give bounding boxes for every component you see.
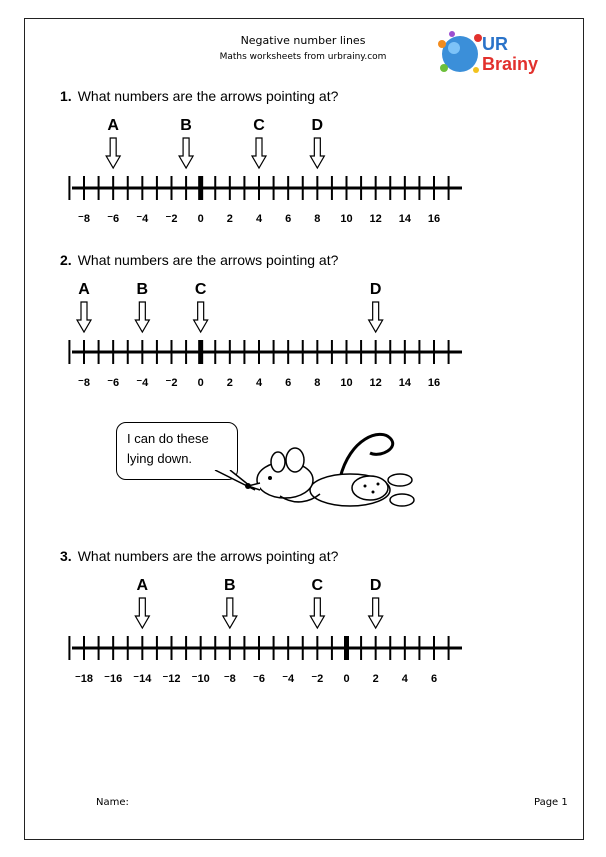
tick-label: 0 [197,213,204,225]
down-arrow-icon [310,138,324,168]
tick-label: ⁻6 [107,377,120,389]
question-text: What numbers are the arrows pointing at? [77,252,339,268]
tick-label: 0 [197,377,204,389]
tick-label: ⁻16 [104,673,123,685]
down-arrow-icon [179,138,193,168]
arrow-c [310,577,324,628]
arrow-label: C [194,281,207,298]
arrow-label: B [136,281,149,298]
number-line-3 [60,568,480,698]
down-arrow-icon [135,302,149,332]
tick-label: 14 [398,377,411,389]
tick-label: ⁻8 [78,213,90,225]
arrow-a [77,281,91,332]
question-text: What numbers are the arrows pointing at? [77,548,339,564]
tick-label: 14 [398,213,411,225]
tick-label: ⁻2 [165,377,178,389]
tick-label: ⁻4 [136,213,149,225]
tick-label: 4 [255,213,263,225]
tick-label: ⁻8 [78,377,90,389]
logo-text-top: UR [482,34,508,54]
down-arrow-icon [77,302,91,332]
arrow-c [252,117,266,168]
tick-label: ⁻2 [165,213,178,225]
logo-text-bottom: Brainy [482,54,539,74]
arrow-label: D [369,281,382,298]
arrow-c [194,281,208,332]
arrow-label: C [253,117,265,134]
tick-label: ⁻4 [282,673,295,685]
tick-label: ⁻12 [162,673,181,685]
question-number: 1. [60,88,72,104]
tick-label: ⁻4 [136,377,149,389]
arrow-label: A [78,281,90,298]
tick-label: 8 [314,213,321,225]
page-title: Negative number lines [240,34,366,47]
tick-label: 2 [226,377,233,389]
tick-label: 16 [427,377,441,389]
tick-label: ⁻10 [191,673,210,685]
tick-label: 2 [372,673,379,685]
question-number: 2. [60,252,72,268]
arrow-b [179,117,193,168]
arrow-a [106,117,120,168]
tick-label: ⁻6 [253,673,265,685]
urbrainy-logo [430,24,550,82]
arrow-b [223,577,237,628]
number-line-1 [60,108,480,238]
tick-label: ⁻14 [133,673,152,685]
tick-label: 8 [314,377,321,389]
tick-label: ⁻6 [107,213,120,225]
speech-line-1: I can do these [127,431,209,446]
tick-label: 4 [255,377,263,389]
tick-label: 6 [285,377,292,389]
arrow-label: C [311,577,324,594]
name-label: Name: [96,797,129,808]
down-arrow-icon [194,302,208,332]
tick-label: 12 [369,377,382,389]
arrow-label: D [311,117,324,134]
arrow-label: D [369,577,382,594]
down-arrow-icon [106,138,120,168]
page-subtitle: Maths worksheets from urbrainy.com [219,52,387,62]
arrow-label: B [180,117,192,134]
question-3 [60,548,338,564]
tick-label: 2 [226,213,233,225]
tick-label: 10 [340,377,353,389]
speech-line-2: lying down. [127,451,193,466]
down-arrow-icon [369,598,383,628]
arrow-d [310,117,324,168]
down-arrow-icon [252,138,266,168]
down-arrow-icon [310,598,324,628]
tick-label: 12 [369,213,382,225]
tick-label: 16 [427,213,441,225]
down-arrow-icon [223,598,237,628]
tick-label: 0 [343,673,350,685]
tick-label: ⁻18 [74,673,94,685]
tick-label: ⁻2 [311,673,324,685]
tick-label: 10 [340,213,353,225]
arrow-d [369,577,383,628]
tick-label: 6 [430,673,438,685]
arrow-d [369,281,383,332]
mouse-lying-down-illustration [240,428,420,518]
tick-label: 4 [401,673,408,685]
down-arrow-icon [135,598,149,628]
question-2 [60,252,338,268]
question-number: 3. [60,548,72,564]
tick-label: 6 [285,213,292,225]
down-arrow-icon [369,302,383,332]
arrow-label: B [224,577,236,594]
arrow-b [135,281,149,332]
arrow-a [135,577,149,628]
question-1 [60,88,338,104]
tick-label: ⁻8 [223,673,236,685]
page-number: Page 1 [534,797,568,808]
arrow-label: A [136,577,149,594]
arrow-label: A [107,117,119,134]
number-line-2 [60,272,480,402]
question-text: What numbers are the arrows pointing at? [77,88,339,104]
